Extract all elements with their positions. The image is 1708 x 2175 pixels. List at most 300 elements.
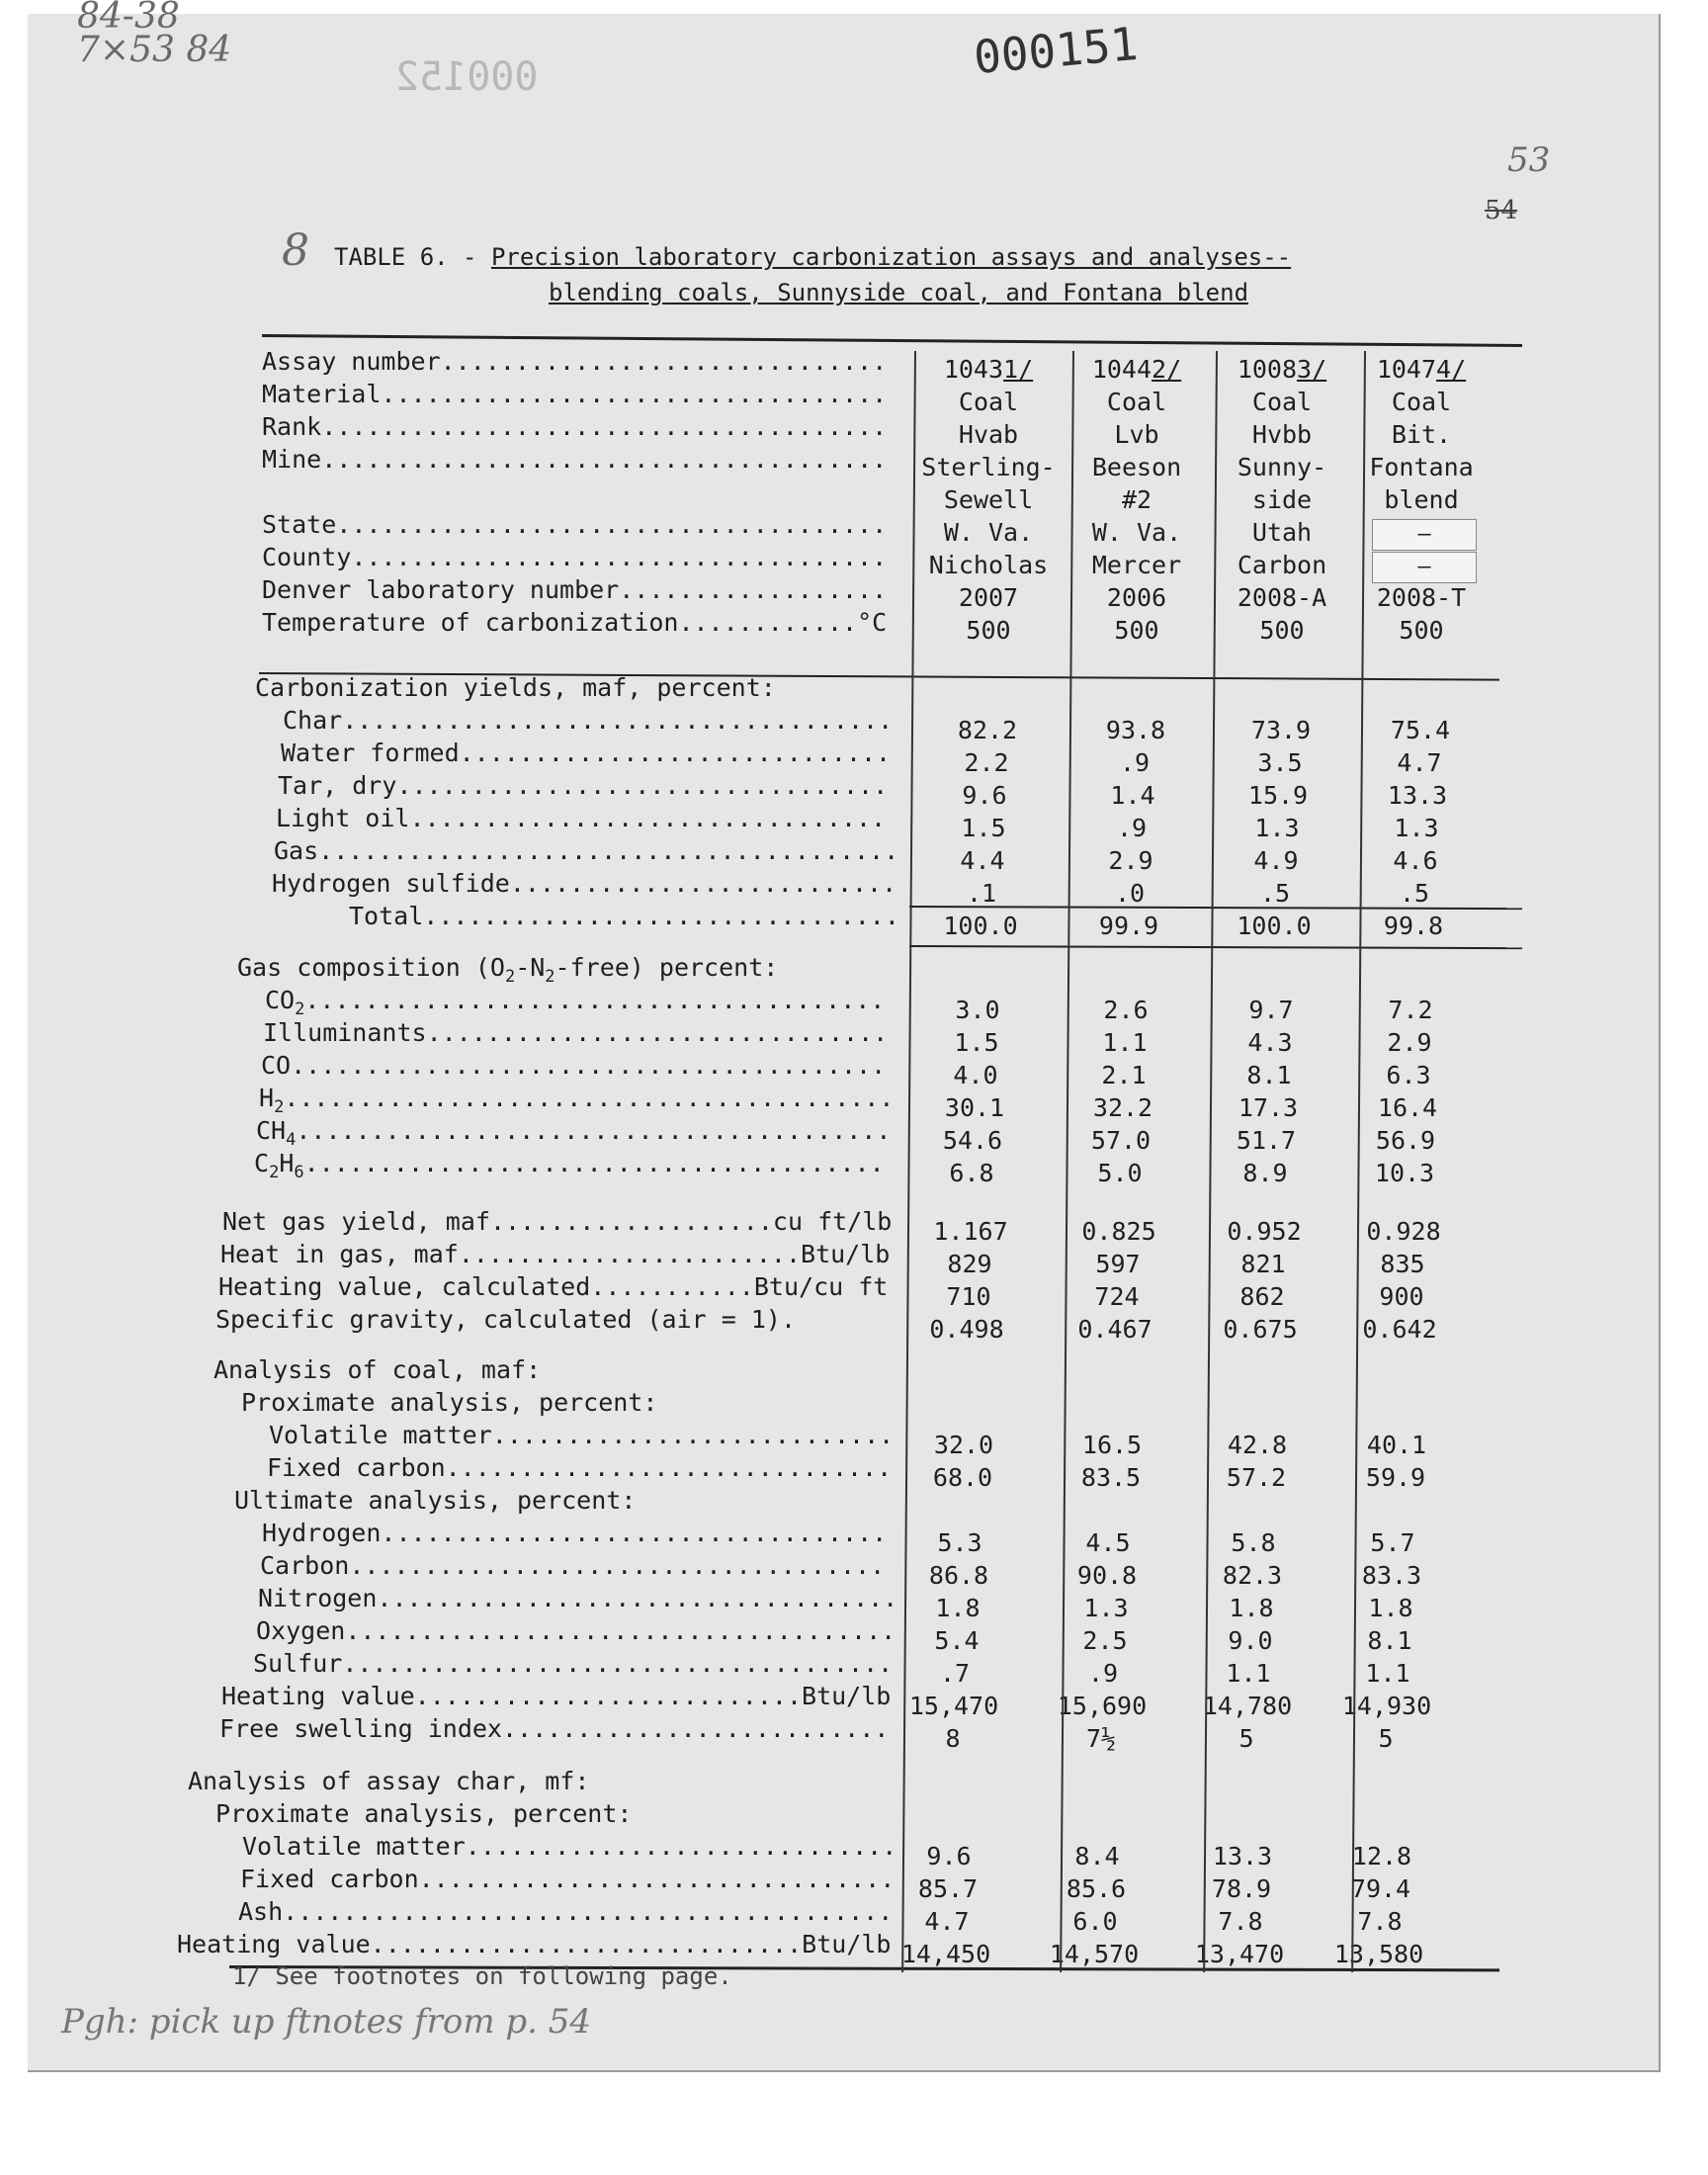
cell-value: 13,580 [1333,1940,1424,1968]
leader-dots: ................... [489,1207,773,1236]
bottom-handwritten-note: Pgh: pick up ftnotes from p. 54 [61,2002,592,2042]
cell-value: .1 [966,879,997,908]
cell-value: 57.2 [1226,1463,1287,1492]
cell-value: .9 [1116,814,1148,842]
cell-value: 8.1 [1367,1626,1412,1655]
row-label [255,672,776,704]
cell-value: 9.0 [1228,1626,1273,1655]
cell-value: 13,470 [1194,1940,1285,1968]
cell-value: 1.5 [954,1028,999,1057]
row-label-text: Volatile matter [242,1832,466,1861]
leader-dots: ........................................ [296,1116,892,1145]
leader-dots: .................. [619,575,888,604]
cell-value: 0.825 [1081,1217,1156,1246]
leader-dots: ...................................... [321,412,888,441]
cell-value: 0.952 [1227,1217,1302,1246]
header-value-county: Mercer [1091,551,1182,579]
cell-value: .7 [939,1659,971,1688]
row-label-text: Heating value, calculated [218,1272,591,1301]
unit-label: Btu/cu ft [753,1272,889,1301]
row-label [258,1583,897,1614]
page-number-old: 54 [1485,196,1518,225]
row-label-text: Illuminants [263,1018,427,1047]
cell-value: 3.0 [955,996,1000,1024]
row-label [222,1206,892,1238]
cell-value: 16.4 [1377,1093,1438,1122]
row-label-text: Gas composition $(O_2-N_2-free)$ percent: [237,953,779,987]
row-label-text: Ash [238,1897,284,1926]
assay-value: 1047 [1376,355,1437,384]
row-label-text: Net gas yield, maf [222,1207,490,1236]
leader-dots: ......................................... [284,1084,895,1112]
row-label-text: Fixed carbon [240,1865,419,1893]
cell-value: 1.3 [1254,814,1300,842]
leader-dots: ................................ [418,1865,896,1893]
row-label [276,803,886,834]
cell-value: 829 [947,1250,992,1278]
header-value-temp: 500 [1114,616,1159,645]
cell-value: 724 [1094,1282,1140,1311]
cell-value: 5.7 [1370,1528,1415,1557]
header-label-2-text: Rank [262,412,322,441]
row-label-text: Proximate analysis, percent: [215,1799,633,1828]
row-label-text: Carbonization yields, maf, percent: [255,673,776,702]
cell-value: 32.0 [933,1431,994,1459]
cell-value: 82.3 [1222,1561,1283,1590]
row-label [267,1452,892,1484]
leader-dots: ........................... [491,1421,895,1449]
cell-value: 13.3 [1387,781,1448,810]
row-label-text: Tar, dry [278,771,397,800]
cell-value: 4.4 [960,846,1005,875]
cell-value: 40.1 [1366,1431,1427,1459]
cell-value: 4.7 [1397,748,1442,777]
leader-dots: ......................................... [283,1897,894,1926]
row-label-text: Light oil [276,804,410,832]
leader-dots: ........... [590,1272,754,1301]
cell-value: 5.8 [1231,1528,1276,1557]
row-label-text: Proximate analysis, percent: [241,1388,658,1417]
row-label-text: Carbon [260,1551,350,1580]
header-value-denver: 2008-A [1237,583,1327,612]
header-value-mine1: Fontana [1369,453,1474,481]
cell-value: 1.4 [1110,781,1155,810]
header-label-6 [262,542,887,573]
leader-dots: .............................. [445,1453,893,1482]
leader-dots: ............................... [426,1018,889,1047]
cell-value: 2.2 [964,748,1009,777]
cell-value: 5 [1238,1724,1254,1753]
row-label [242,1831,897,1863]
header-value-material: Coal [958,388,1019,416]
cell-value: 12.8 [1351,1842,1412,1870]
row-label-text: Hydrogen [262,1519,382,1547]
cell-value: .9 [1119,748,1151,777]
cell-value: 0.467 [1077,1315,1153,1344]
cell-value: 9.6 [926,1842,972,1870]
leader-dots: .................................... [349,1551,886,1580]
blank-tab-state: — [1372,519,1477,551]
row-label [177,1929,891,1960]
header-value-mine1: Beeson [1091,453,1182,481]
cell-value: 4.5 [1085,1528,1131,1557]
row-label-text: Gas [274,836,319,865]
unit-label: cu ft/lb [772,1207,893,1236]
row-label-text: Total [349,902,424,930]
leader-dots: ................................... [377,1584,898,1612]
row-label [272,868,897,900]
row-label-text: Nitrogen [258,1584,378,1612]
cell-value: 8.4 [1074,1842,1120,1870]
cell-value: 100.0 [943,912,1018,940]
cell-value: 15.9 [1247,781,1309,810]
cell-value: 0.928 [1366,1217,1441,1246]
row-label [188,1766,589,1797]
row-label [281,738,891,769]
cell-value: 4.9 [1253,846,1299,875]
cell-value: 1.167 [933,1217,1008,1246]
cell-value: 90.8 [1076,1561,1138,1590]
cell-value: 14,450 [900,1940,991,1968]
header-value-mine2: Sewell [943,485,1034,514]
cell-value: 1.1 [1365,1659,1410,1688]
row-label-text: Ultimate analysis, percent: [234,1486,637,1515]
row-label [263,1017,888,1049]
cell-value: .5 [1399,879,1430,908]
row-label-text: Volatile matter [269,1421,492,1449]
row-label [220,1239,890,1270]
leader-dots: ..................................... [345,1616,897,1645]
cell-value: 100.0 [1237,912,1312,940]
row-label-text: Analysis of assay char, mf: [188,1767,590,1795]
cell-value: 10.3 [1374,1159,1435,1187]
row-label [214,1354,541,1386]
row-label [349,901,899,932]
header-label-5 [262,509,887,541]
row-label-text: Fixed carbon [267,1453,446,1482]
leader-dots: .................................. [381,380,888,408]
cell-value: 57.0 [1090,1126,1152,1155]
cell-value: 86.8 [928,1561,989,1590]
cell-value: 710 [946,1282,991,1311]
row-label [238,1896,893,1928]
leader-dots: ....................... [458,1240,802,1268]
footnote-ref: 1/ [1003,355,1034,384]
cell-value: 1.1 [1102,1028,1148,1057]
assay-number [919,354,1058,386]
cell-value: 79.4 [1350,1874,1411,1903]
cell-value: 821 [1240,1250,1286,1278]
cell-value: 0.498 [929,1315,1004,1344]
leader-dots: ....................................... [318,836,899,865]
header-value-temp: 500 [966,616,1011,645]
header-value-mine1: Sunny- [1237,453,1327,481]
cell-value: 2.1 [1101,1061,1147,1089]
cell-value: 1.1 [1226,1659,1271,1688]
cell-value: 85.7 [917,1874,979,1903]
row-label-text: Hydrogen sulfide [272,869,510,898]
leader-dots: .......................... [414,1682,803,1710]
header-value-temp: 500 [1399,616,1444,645]
row-label [241,1387,657,1419]
cell-value: 9.6 [962,781,1007,810]
row-label-text: Heat in gas, maf [220,1240,459,1268]
cell-value: 7.2 [1388,996,1433,1024]
cell-value: 13.3 [1212,1842,1273,1870]
cell-value: 0.675 [1223,1315,1298,1344]
cell-value: 8 [945,1724,961,1753]
cell-value: 15,690 [1057,1692,1148,1720]
row-label-text: Free swelling index [219,1714,502,1743]
cell-value: 5.4 [934,1626,980,1655]
doc-number-stamp: 000151 [971,16,1141,85]
cell-value: 99.8 [1383,912,1444,940]
cell-value: 15,470 [908,1692,999,1720]
leader-dots: ..................................... [342,1649,894,1678]
margin-mark: 8 [282,225,309,276]
header-value-state: W. Va. [1091,518,1182,547]
cell-value: 59.9 [1365,1463,1426,1492]
header-value-denver: 2007 [958,583,1019,612]
leader-dots: ............................. [459,739,892,767]
row-label [269,1420,894,1451]
cell-value: 9.7 [1248,996,1294,1024]
cell-value: 1.5 [961,814,1006,842]
cell-value: 5 [1378,1724,1394,1753]
unit-label: °C [857,608,888,637]
assay-number [1352,354,1491,386]
header-value-denver: 2008-T [1376,583,1467,612]
cell-value: 1.3 [1394,814,1439,842]
table-title-prefix: TABLE 6. - [334,243,491,271]
cell-value: .0 [1114,879,1146,908]
row-label-text: $CH_4$ [256,1116,297,1150]
cell-value: 7½ [1085,1724,1117,1753]
cell-value: 6.8 [949,1159,994,1187]
leader-dots: ........................................ [291,1051,887,1080]
cell-value: 0.642 [1362,1315,1437,1344]
header-value-state: W. Va. [943,518,1034,547]
cell-value: 16.5 [1081,1431,1143,1459]
cell-value: 862 [1239,1282,1285,1311]
row-label [215,1798,632,1830]
leader-dots: ............................. [465,1832,897,1861]
cell-value: 14,930 [1341,1692,1432,1720]
leader-dots: ....................................... [304,986,886,1014]
header-value-material: Coal [1251,388,1313,416]
row-label [283,705,893,737]
cell-value: 2.9 [1108,846,1153,875]
leader-dots: ...................................... [321,445,888,474]
header-label-0-text: Assay number [262,347,441,376]
header-value-mine2: side [1251,485,1313,514]
cell-value: 2.5 [1082,1626,1128,1655]
header-label-3-text: Mine [262,445,322,474]
row-label [256,1615,896,1647]
header-label-0 [262,346,887,378]
leader-dots: ................................. [396,771,889,800]
row-label-text: $C_2H_6$ [254,1149,304,1182]
row-label [262,1518,887,1549]
cell-value: 82.2 [957,716,1018,744]
unit-label: Btu/lb [802,1682,892,1710]
leader-dots: ............ [678,608,858,637]
leader-dots: ............................. [370,1930,803,1958]
row-label [260,1550,885,1582]
cell-value: 2.9 [1387,1028,1432,1057]
row-label [274,835,898,867]
cell-value: 51.7 [1236,1126,1297,1155]
cell-value: 1.8 [935,1594,981,1622]
cell-value: 32.2 [1092,1093,1153,1122]
row-label-text: Oxygen [256,1616,346,1645]
row-label-text: Analysis of coal, maf: [214,1355,542,1384]
row-label [215,1304,796,1336]
footnote: 1/ See footnotes on following page. [232,1962,732,1990]
row-label-text: Sulfur [253,1649,343,1678]
assay-value: 1044 [1091,355,1153,384]
cell-value: 93.8 [1105,716,1166,744]
cell-value: 8.1 [1246,1061,1292,1089]
cell-value: 900 [1379,1282,1424,1311]
header-value-mine1: Sterling- [921,453,1056,481]
cell-value: 30.1 [944,1093,1005,1122]
footnote-ref: 4/ [1436,355,1467,384]
header-value-county: Carbon [1237,551,1327,579]
cell-value: 54.6 [942,1126,1003,1155]
cell-value: 835 [1380,1250,1425,1278]
table-title-text: Precision laboratory carbonization assays and analyses-- [490,243,1292,271]
header-value-rank: Hvbb [1251,420,1313,449]
header-value-county: Nicholas [928,551,1049,579]
cell-value: 56.9 [1375,1126,1436,1155]
leader-dots: .......................... [501,1714,890,1743]
cell-value: 8.9 [1242,1159,1288,1187]
header-label-8-text: Temperature of carbonization [262,608,679,637]
cell-value: 14,780 [1202,1692,1293,1720]
cell-value: 68.0 [932,1463,993,1492]
cell-value: 3.5 [1257,748,1303,777]
unit-label: Btu/lb [801,1240,891,1268]
rule-total-bottom [909,945,1522,949]
cell-value: 4.3 [1247,1028,1293,1057]
header-label-2 [262,411,887,443]
cell-value: 4.0 [953,1061,998,1089]
bleed-through-number: 000152 [395,54,539,100]
cell-value: 42.8 [1227,1431,1288,1459]
row-label [218,1271,888,1303]
cell-value: 85.6 [1066,1874,1127,1903]
leader-dots: ................................ [423,902,899,930]
row-label-text: $CO_2$ [265,986,305,1019]
cell-value: 83.5 [1080,1463,1142,1492]
cell-value: 5.3 [937,1528,982,1557]
leader-dots: ..................................... [342,706,894,735]
row-label [253,1648,893,1680]
row-label [234,1485,636,1517]
leader-dots: .......................... [509,869,897,898]
cell-value: .5 [1259,879,1291,908]
assay-value: 1043 [943,355,1004,384]
unit-label: Btu/lb [802,1930,892,1958]
header-value-state: Utah [1251,518,1313,547]
row-label-text: Specific gravity, calculated (air = 1). [215,1305,796,1334]
leader-dots: .................................... [351,543,888,571]
row-label [240,1864,895,1895]
cell-value: 1.3 [1083,1594,1129,1622]
cell-value: 7.8 [1218,1907,1263,1936]
row-label [278,770,888,802]
footnote-ref: 2/ [1152,355,1182,384]
blank-tab-county: — [1372,552,1477,583]
header-value-temp: 500 [1259,616,1305,645]
row-label-text: CO [261,1051,292,1080]
cell-value: 14,570 [1049,1940,1140,1968]
cell-value: 78.9 [1211,1874,1272,1903]
table-title-text-2: blending coals, Sunnyside coal, and Fontana blend [549,279,1249,306]
header-value-mine2: #2 [1121,485,1153,514]
cell-value: 6.3 [1386,1061,1431,1089]
header-value-rank: Hvab [958,420,1019,449]
cell-value: 75.4 [1390,716,1451,744]
row-label-text: Heating value [177,1930,371,1958]
cell-value: 597 [1095,1250,1141,1278]
row-label [219,1713,889,1745]
row-label-text: Water formed [281,739,460,767]
cell-value: 4.7 [924,1907,970,1936]
cell-value: 83.3 [1361,1561,1422,1590]
row-label-text: $H_2$ [259,1084,285,1117]
cell-value: 5.0 [1097,1159,1143,1187]
header-label-5-text: State [262,510,337,539]
header-label-6-text: County [262,543,352,571]
leader-dots: .................................. [381,1519,888,1547]
header-label-3 [262,444,887,476]
cell-value: 7.8 [1357,1907,1403,1936]
header-value-rank: Lvb [1114,420,1159,449]
leader-dots: ....................................... [303,1149,885,1177]
cell-value: 73.9 [1250,716,1312,744]
row-label [254,1148,885,1188]
header-label-1-text: Material [262,380,382,408]
cell-value: 99.9 [1098,912,1159,940]
header-value-material: Coal [1391,388,1452,416]
row-label-text: Heating value [221,1682,415,1710]
footnote-ref: 3/ [1297,355,1327,384]
header-value-denver: 2006 [1106,583,1167,612]
cell-value: 4.6 [1393,846,1438,875]
leader-dots: ..................................... [336,510,888,539]
header-label-7 [262,574,887,606]
cell-value: 6.0 [1072,1907,1118,1936]
assay-value: 1008 [1237,355,1298,384]
header-label-8 [262,607,887,639]
header-label-7-text: Denver laboratory number [262,575,620,604]
cell-value: .9 [1087,1659,1119,1688]
page-number-new: 53 [1507,140,1551,180]
assay-number [1068,354,1206,386]
row-label [221,1681,891,1712]
cell-value: 1.8 [1368,1594,1413,1622]
header-value-rank: Bit. [1391,420,1452,449]
cell-value: 2.6 [1103,996,1149,1024]
cell-value: 17.3 [1238,1093,1299,1122]
assay-number [1213,354,1351,386]
header-label-1 [262,379,887,410]
cell-value: 1.8 [1229,1594,1274,1622]
corner-note: 84-38 7×53 84 [77,0,232,70]
header-value-material: Coal [1106,388,1167,416]
